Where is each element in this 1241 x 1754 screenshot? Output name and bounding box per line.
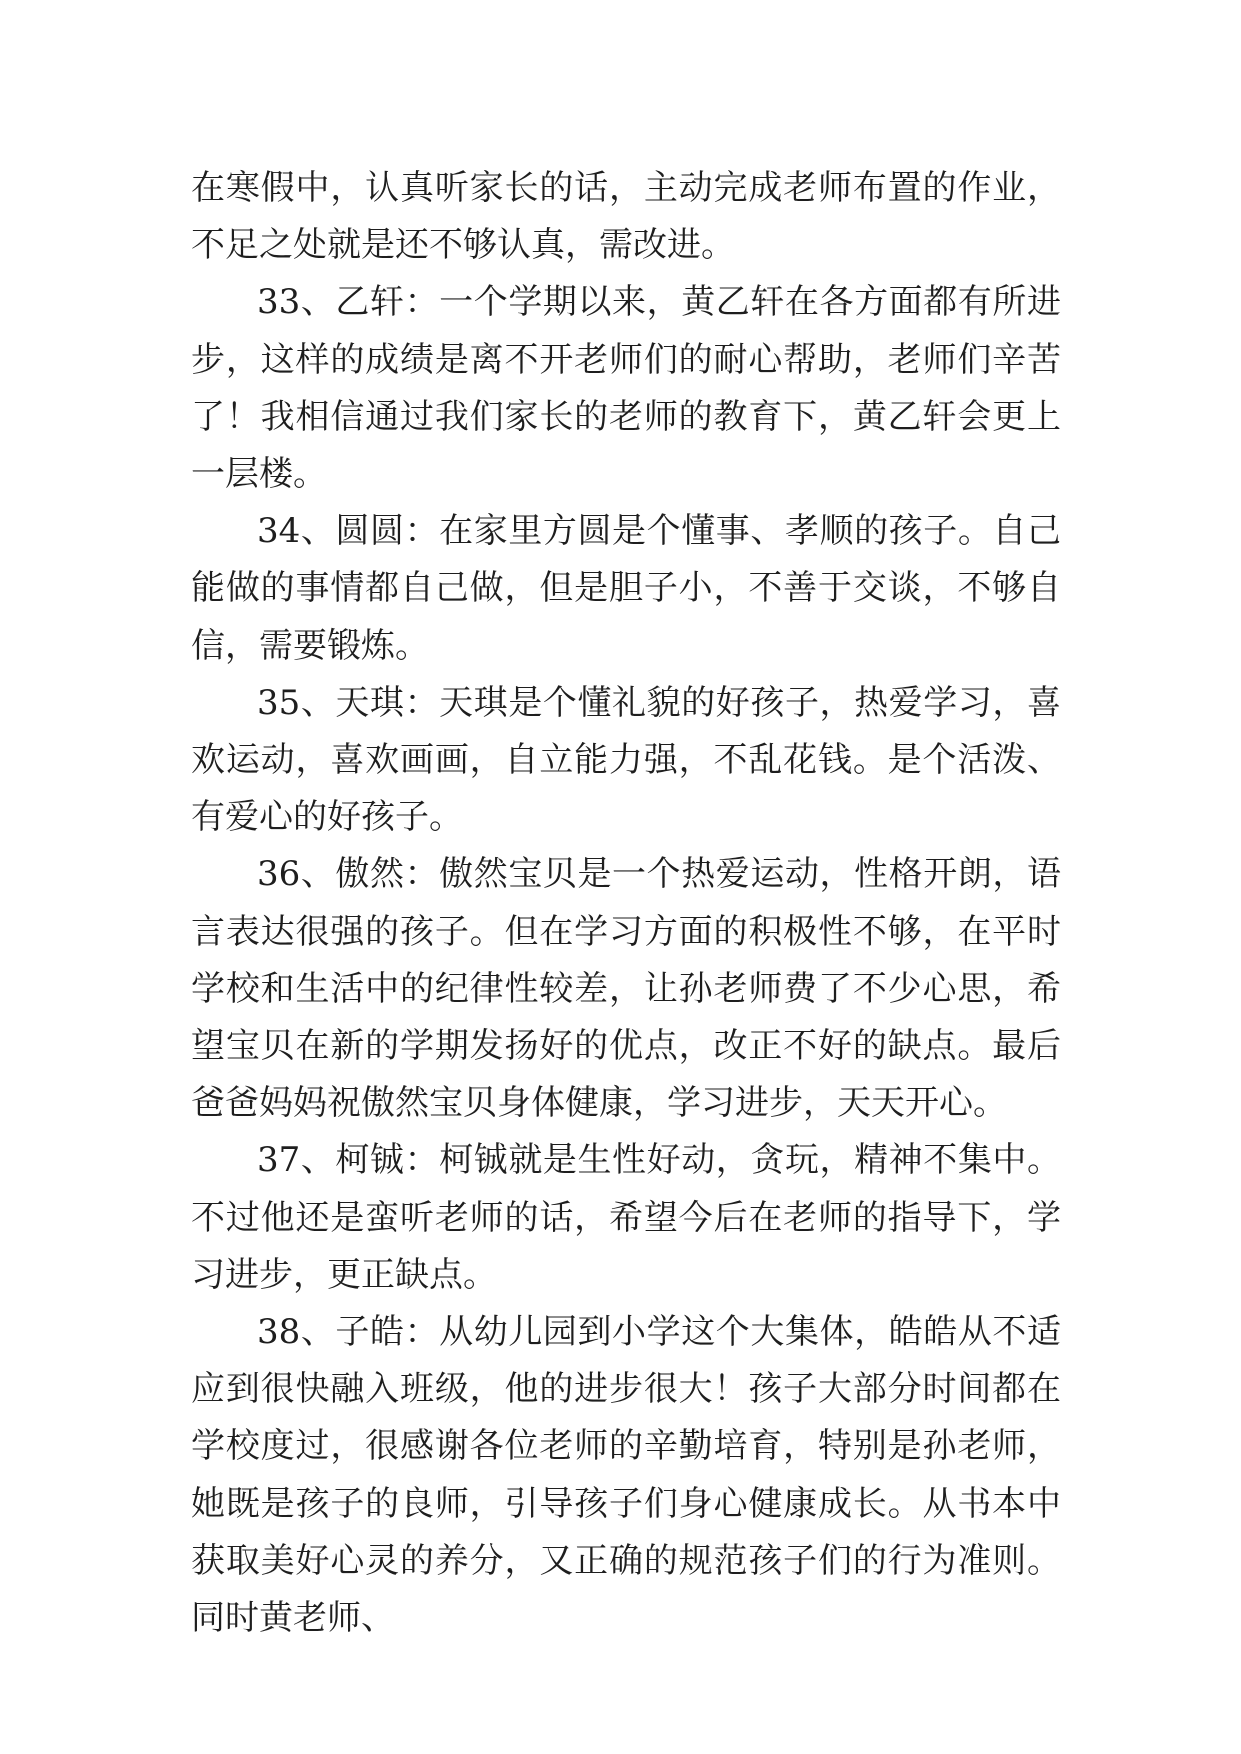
paragraph-item-34: 34、圆圆：在家里方圆是个懂事、孝顺的孩子。自己能做的事情都自己做，但是胆子小，不善于交谈，不够自信，需要锻炼。: [191, 511, 1061, 666]
paragraph-item-35: 35、天琪：天琪是个懂礼貌的好孩子，热爱学习，喜欢运动，喜欢画画，自立能力强，不乱花钱。是个活泼、有爱心的好孩子。: [191, 682, 1061, 838]
paragraph-item-38: 38、子皓：从幼儿园到小学这个大集体，皓皓从不适应到很快融入班级，他的进步很大！孩子大部分时间都在学校度过，很感谢各位老师的辛勤培育，特别是孙老师，她既是孩子的良师，引导孩子们身心健康成长。从书本中获取美好心灵的养分，又正确的规范孩子们的行为准则。同时黄老师、: [191, 1312, 1061, 1639]
paragraph-item-33: 33、乙轩：一个学期以来，黄乙轩在各方面都有所进步，这样的成绩是离不开老师们的耐心帮助，老师们辛苦了！我相信通过我们家长的老师的教育下，黄乙轩会更上一层楼。: [191, 282, 1061, 495]
document-body: [191, 160, 1061, 1647]
paragraph-item-37: 37、柯铖：柯铖就是生性好动，贪玩，精神不集中。不过他还是蛮听老师的话，希望今后在老师的指导下，学习进步，更正缺点。: [191, 1140, 1061, 1295]
paragraph-continuation: 在寒假中，认真听家长的话，主动完成老师布置的作业，不足之处就是还不够认真，需改进。: [191, 168, 1061, 266]
paragraph-item-36: 36、傲然：傲然宝贝是一个热爱运动，性格开朗，语言表达很强的孩子。但在学习方面的积极性不够，在平时学校和生活中的纪律性较差，让孙老师费了不少心思，希望宝贝在新的学期发扬好的优点，改正不好的缺点。最后爸爸妈妈祝傲然宝贝身体健康，学习进步，天天开心。: [191, 854, 1061, 1124]
